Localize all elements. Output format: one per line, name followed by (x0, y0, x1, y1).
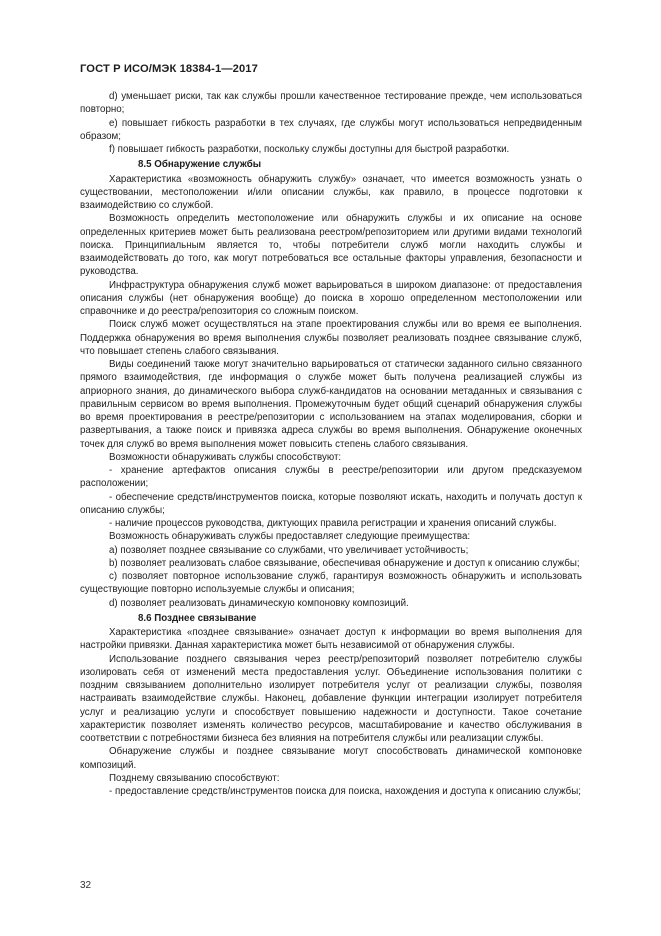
paragraph: d) уменьшает риски, так как службы прошли качественное тестирование прежде, чем использоваться повторно; (80, 91, 582, 116)
paragraph: d) позволяет реализовать динамическую компоновку композиций. (109, 597, 409, 609)
paragraph: Виды соединений также могут значительно варьироваться от статически заданного сильно связанного прямого взаимодействия, где информация о службе может быть получена реализацией службы из априорного знания, до динамического выбора служб-кандидатов на основании метаданных и связывания с правильным сервисом во время выполнения. Промежуточным будет общий сценарий обнаружения службы во время проектирования в реестре/репозитории с использованием на этапах моделирования, сборки и развертывания, а также поиск и привязка адреса службы во время выполнения. Обнаружение оконечных точек для служб во время выполнения может повысить степень слабого связывания. (80, 359, 582, 450)
section-title: Обнаружение службы (154, 159, 262, 171)
document-body (80, 90, 582, 798)
paragraph: Поиск служб может осуществляться на этапе проектирования службы или во время ее выполнения. Поддержка обнаружения во время выполнения службы позволяет реализовать позднее связывание служб, что повышает степень слабого связывания. (80, 319, 582, 357)
section-heading (80, 612, 582, 625)
paragraph: e) повышает гибкость разработки в тех случаях, где службы могут использоваться непредвиденным образом; (80, 117, 582, 142)
paragraph: Возможность определить местоположение или обнаружить службы и их описание на основе определенных критериев может быть реализована реестром/репозиторием или другими видами технологий поиска. Принципиальным является то, чтобы потребители служб могли находить службы и взаимодействовать до того, как могут потребоваться все остальные факторы управления, безопасности и руководства. (80, 213, 582, 278)
section-heading (80, 158, 582, 171)
paragraph: a) позволяет позднее связывание со службами, что увеличивает устойчивость; (109, 544, 469, 556)
paragraph: c) позволяет повторное использование служб, гарантируя возможность обнаружить и использовать существующие повторно используемые службы и описания; (80, 571, 582, 596)
paragraph: - наличие процессов руководства, диктующих правила регистрации и хранения описаний службы. (109, 518, 557, 529)
paragraph: Возможность обнаруживать службы предоставляет следующие преимущества: (109, 531, 471, 543)
section-title: Позднее связывание (154, 612, 257, 624)
paragraph: Использование позднего связывания через реестр/репозиторий позволяет потребителю службы изолировать себя от изменений места предоставления услуг. Объединение использования политики с поздним связыванием дополнительно изолирует потребителя услуг от реализации службы, позволяя настраивать взаимодействие службы. Наконец, добавление функции интеграции изолирует потребителя услуг и реализацию услуги и способствует повышению надежности и доступности. Такое сочетание характеристик позволяет изменять количество ресурсов, масштабирование и качество обслуживания в соответствии с потребностями бизнеса без влияния на потребителя службы или реализации службы. (80, 653, 582, 744)
paragraph: f) повышает гибкость разработки, поскольку службы доступны для быстрой разработки. (109, 144, 510, 155)
paragraph: Характеристика «позднее связывание» означает доступ к информации во время выполнения для настройки привязки. Данная характеристика может быть независимой от обнаружения службы. (80, 627, 582, 652)
document-header: ГОСТ Р ИСО/МЭК 18384-1—2017 (80, 63, 258, 75)
paragraph: - предоставление средств/инструментов поиска для поиска, нахождения и доступа к описанию службы; (109, 786, 581, 797)
paragraph: Характеристика «возможность обнаружить службу» означает, что имеется возможность узнать о существовании, местоположении и/или описании службы, как правило, в процессе подготовки к взаимодействию со службой. (80, 173, 582, 211)
page-number: 32 (80, 880, 92, 891)
paragraph: Инфраструктура обнаружения служб может варьироваться в широком диапазоне: от предоставления описания службы (нет обнаружения вообще) до поиска в хорошо определенном местоположении или справочнике и до реестра/репозитория со сложным поиском. (80, 279, 582, 317)
section-number: 8.5 (138, 159, 152, 171)
section-number: 8.6 (138, 612, 152, 624)
paragraph: Обнаружение службы и позднее связывание могут способствовать динамической компоновке композиций. (80, 746, 582, 771)
paragraph: Позднему связыванию способствуют: (109, 772, 280, 784)
paragraph: Возможности обнаруживать службы способствуют: (109, 451, 342, 463)
paragraph: b) позволяет реализовать слабое связывание, обеспечивая обнаружение и доступ к описанию службы; (109, 557, 580, 569)
paragraph: - обеспечение средств/инструментов поиска, которые позволяют искать, находить и получать доступ к описанию службы; (80, 491, 582, 516)
paragraph: - хранение артефактов описания службы в реестре/репозитории или другом предсказуемом расположении; (80, 465, 582, 490)
